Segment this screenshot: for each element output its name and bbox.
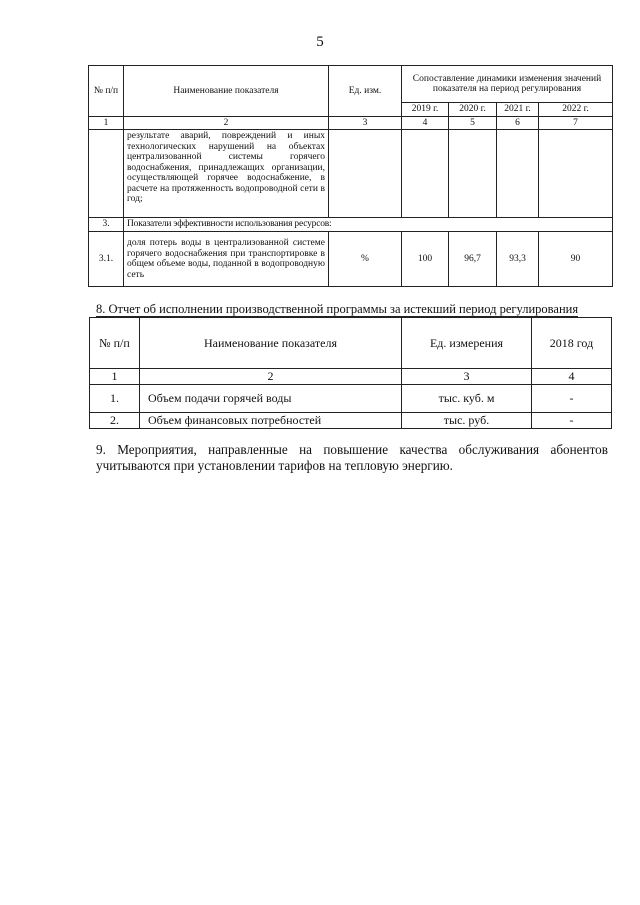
empty-cell — [89, 130, 124, 218]
continuation-text: результате аварий, повреждений и иных технологических нарушений на объектах централизованной системы горячего водоснабжения, принадлежащих организации, осуществляющей горячее водоснабжение, в расчете на протяженность водопроводной сети в год; — [124, 130, 329, 218]
row-number: 1. — [90, 385, 140, 413]
section-number: 3. — [89, 218, 124, 232]
section-8-heading: 8. Отчет об исполнении производственной программы за истекший период регулирования — [96, 302, 579, 316]
index-cell: 2 — [124, 117, 329, 130]
value-cell: 90 — [539, 232, 613, 287]
index-cell: 1 — [90, 369, 140, 385]
header-num: № п/п — [90, 318, 140, 369]
target-indicators-table — [88, 65, 613, 287]
header-year: 2022 г. — [539, 103, 613, 117]
index-cell: 3 — [402, 369, 532, 385]
index-cell: 4 — [402, 117, 449, 130]
header-year: 2020 г. — [449, 103, 497, 117]
report-table — [89, 317, 612, 429]
unit-cell: тыс. куб. м — [402, 385, 532, 413]
header-year: 2019 г. — [402, 103, 449, 117]
index-cell: 6 — [497, 117, 539, 130]
indicator-name: доля потерь воды в централизованной системе горячего водоснабжения при транспортировке в общем объеме воды, поданной в водопроводную сеть — [124, 232, 329, 287]
value-cell: 100 — [402, 232, 449, 287]
header-name: Наименование показателя — [140, 318, 402, 369]
index-cell: 5 — [449, 117, 497, 130]
empty-cell — [329, 130, 402, 218]
empty-cell — [402, 130, 449, 218]
indicator-name: Объем финансовых потребностей — [140, 413, 402, 429]
empty-cell — [497, 130, 539, 218]
indicator-name: Объем подачи горячей воды — [140, 385, 402, 413]
row-number: 2. — [90, 413, 140, 429]
row-number: 3.1. — [89, 232, 124, 287]
empty-cell — [539, 130, 613, 218]
header-unit: Ед. измерения — [402, 318, 532, 369]
unit-cell: тыс. руб. — [402, 413, 532, 429]
index-cell: 4 — [532, 369, 612, 385]
index-cell: 2 — [140, 369, 402, 385]
index-cell: 1 — [89, 117, 124, 130]
header-comparison: Сопоставление динамики изменения значений показателя на период регулирования — [402, 66, 613, 103]
page-number: 5 — [316, 34, 324, 50]
value-cell: 96,7 — [449, 232, 497, 287]
header-name: Наименование показателя — [124, 66, 329, 117]
empty-cell — [449, 130, 497, 218]
index-cell: 3 — [329, 117, 402, 130]
header-year: 2018 год — [532, 318, 612, 369]
header-year: 2021 г. — [497, 103, 539, 117]
index-cell: 7 — [539, 117, 613, 130]
header-num: № п/п — [89, 66, 124, 117]
value-cell: - — [532, 385, 612, 413]
header-unit: Ед. изм. — [329, 66, 402, 117]
paragraph-9: 9. Мероприятия, направленные на повышение качества обслуживания абонентов учитываются при установлении тарифов на тепловую энергию. — [96, 442, 608, 473]
value-cell: - — [532, 413, 612, 429]
section-title: Показатели эффективности использования ресурсов: — [124, 218, 613, 232]
unit-cell: % — [329, 232, 402, 287]
value-cell: 93,3 — [497, 232, 539, 287]
